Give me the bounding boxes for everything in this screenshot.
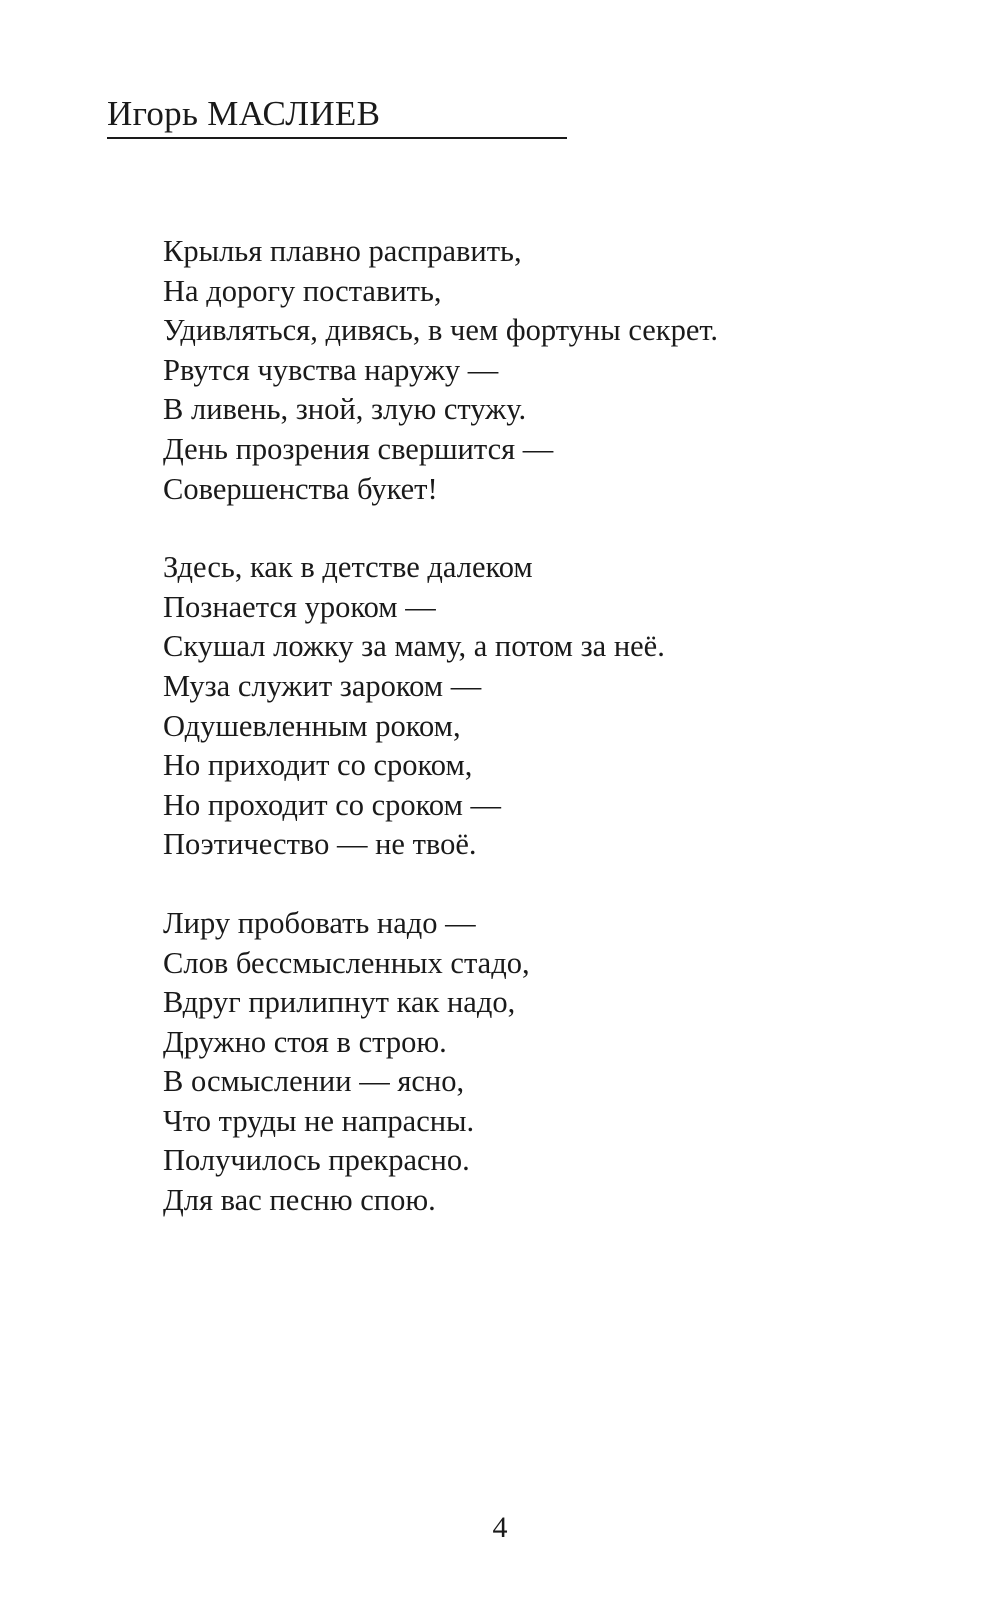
poem-line: Познается уроком — <box>163 589 436 624</box>
stanza <box>163 232 943 509</box>
poem-line: Лиру пробовать надо — <box>163 905 476 940</box>
poem-line: Рвутся чувства наружу — <box>163 352 499 387</box>
poem-line: Одушевленным роком, <box>163 708 461 743</box>
poem-line: В осмыслении — ясно, <box>163 1064 465 1099</box>
poem-line: Поэтичество — не твоё. <box>163 827 477 862</box>
poem-line: Вдруг прилипнут как надо, <box>163 985 516 1020</box>
stanza <box>163 904 943 1221</box>
poem-line: Для вас песню спою. <box>163 1183 436 1218</box>
poem-line: На дорогу поставить, <box>163 273 442 308</box>
running-header <box>107 92 567 139</box>
poem-line: Что труды не напрасны. <box>163 1103 475 1138</box>
author-name: Игорь МАСЛИЕВ <box>107 94 381 133</box>
poem-line: Дружно стоя в строю. <box>163 1024 447 1059</box>
poem-line: День прозрения свершится — <box>163 431 554 466</box>
poem-line: Здесь, как в детстве далеком <box>163 550 533 585</box>
poem-line: Слов бессмысленных стадо, <box>163 945 530 980</box>
poem-line: Совершенства букет! <box>163 471 438 506</box>
poem-line: Получилось прекрасно. <box>163 1143 470 1178</box>
poem-line: Удивляться, дивясь, в чем фортуны секрет. <box>163 313 719 348</box>
poem-line: Крылья плавно расправить, <box>163 234 522 268</box>
poem-line: Но проходит со сроком — <box>163 787 502 822</box>
poem-line: В ливень, зной, злую стужу. <box>163 392 527 427</box>
poem-line: Муза служит зароком — <box>163 668 482 703</box>
header-rule <box>107 137 567 139</box>
poem-line: Скушал ложку за маму, а потом за неё. <box>163 629 665 664</box>
stanza <box>163 548 943 865</box>
poem-line: Но приходит со сроком, <box>163 748 473 783</box>
page-number: 4 <box>492 1511 508 1544</box>
poem <box>163 232 943 1260</box>
